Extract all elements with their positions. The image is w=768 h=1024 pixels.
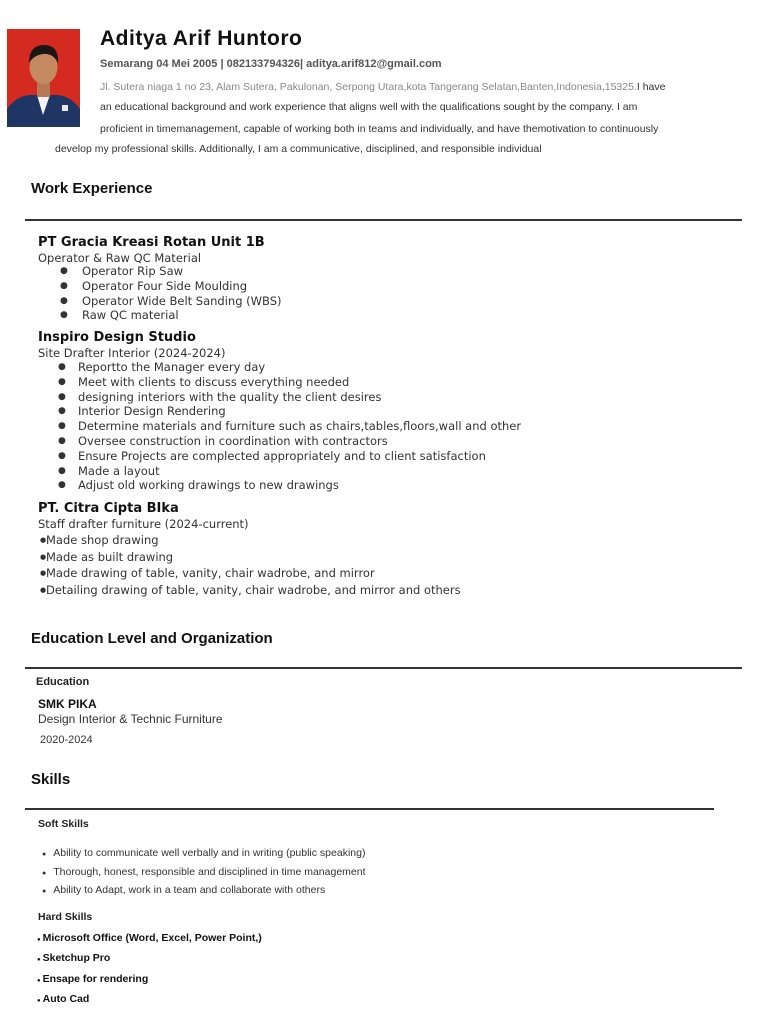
job-duties-list	[38, 532, 461, 598]
summary-line-1	[100, 81, 665, 93]
list-item: ● Operator Rip Saw	[60, 264, 184, 278]
list-item: ● Thorough, honest, responsible and disciplined in time management	[42, 866, 366, 878]
list-item: ● Determine materials and furniture such as chairs,tables,floors,wall and other	[58, 419, 522, 434]
hard-skills-title: Hard Skills	[38, 911, 93, 923]
summary-line-3: proficient in timemanagement, capable of working both in teams and individually, and have themotivation to continuously	[100, 123, 659, 135]
address: Jl. Sutera niaga 1 no 23, Alam Sutera, Pakulonan, Serpong Utara,kota Tangerang Selatan,Banten,Indonesia,15325.	[100, 81, 637, 93]
list-item: ● Made shop drawing	[40, 533, 159, 547]
list-item: ● Detailing drawing of table, vanity, chair wadrobe, and mirror and others	[40, 582, 461, 597]
summary-line-4: develop my professional skills. Additionally, I am a communicative, disciplined, and responsible individual	[55, 143, 542, 155]
list-item: ● Sketchup Pro	[37, 952, 111, 964]
job-role: Operator & Raw QC Material	[38, 251, 202, 265]
company-name: Inspiro Design Studio	[38, 330, 196, 345]
list-item: ● Operator Wide Belt Sanding (WBS)	[60, 293, 282, 308]
school-name: SMK PIKA	[38, 697, 97, 711]
company-name: PT. Citra Cipta BIka	[38, 501, 179, 516]
list-item: ● Oversee construction in coordination with contractors	[58, 433, 388, 448]
list-item: ● Auto Cad	[37, 993, 90, 1005]
list-item: ● Made a layout	[58, 463, 160, 478]
list-item: ● Interior Design Rendering	[58, 404, 226, 419]
job-role: Site Drafter Interior (2024-2024)	[38, 346, 226, 360]
school-years: 2020-2024	[40, 734, 93, 746]
list-item: ● Ability to communicate well verbally and in writing (public speaking)	[42, 847, 366, 859]
list-item: ● Ensure Projects are complected appropriately and to client satisfaction	[58, 448, 486, 463]
profile-photo	[7, 29, 80, 127]
list-item: ● Meet with clients to discuss everything needed	[58, 374, 350, 389]
work-experience-title: Work Experience	[31, 180, 153, 197]
section-divider	[25, 219, 742, 221]
job-duties-list	[58, 360, 521, 493]
education-subtitle: Education	[36, 676, 90, 688]
person-photo-icon	[7, 29, 80, 127]
education-title: Education Level and Organization	[31, 630, 273, 647]
school-major: Design Interior & Technic Furniture	[38, 712, 223, 726]
summary-line-2: an educational background and work experience that aligns well with the qualifications sought by the company. I am	[100, 101, 638, 113]
job-role: Staff drafter furniture (2024-current)	[38, 517, 249, 531]
list-item: ● Reportto the Manager every day	[58, 360, 266, 374]
contact-line: Semarang 04 Mei 2005 | 082133794326| aditya.arif812@gmail.com	[100, 58, 442, 70]
list-item: ● Made as built drawing	[40, 549, 174, 564]
summary-start: I have	[636, 81, 666, 93]
section-divider	[25, 667, 742, 669]
list-item: ● designing interiors with the quality the client desires	[58, 389, 382, 404]
soft-skills-title: Soft Skills	[38, 818, 89, 830]
skills-title: Skills	[31, 771, 71, 788]
job-duties-list	[60, 264, 282, 323]
list-item: ● Adjust old working drawings to new drawings	[58, 478, 339, 493]
list-item: ● Ensape for rendering	[37, 973, 149, 985]
list-item: ● Operator Four Side Moulding	[60, 278, 248, 293]
section-divider	[25, 808, 714, 810]
list-item: ● Made drawing of table, vanity, chair wadrobe, and mirror	[40, 566, 375, 580]
list-item: ● Microsoft Office (Word, Excel, Power Point,)	[37, 932, 262, 944]
company-name: PT Gracia Kreasi Rotan Unit 1B	[38, 235, 265, 250]
list-item: ● Ability to Adapt, work in a team and collaborate with others	[42, 884, 326, 896]
candidate-name: Aditya Arif Huntoro	[100, 27, 303, 50]
list-item: ● Raw QC material	[60, 308, 179, 323]
